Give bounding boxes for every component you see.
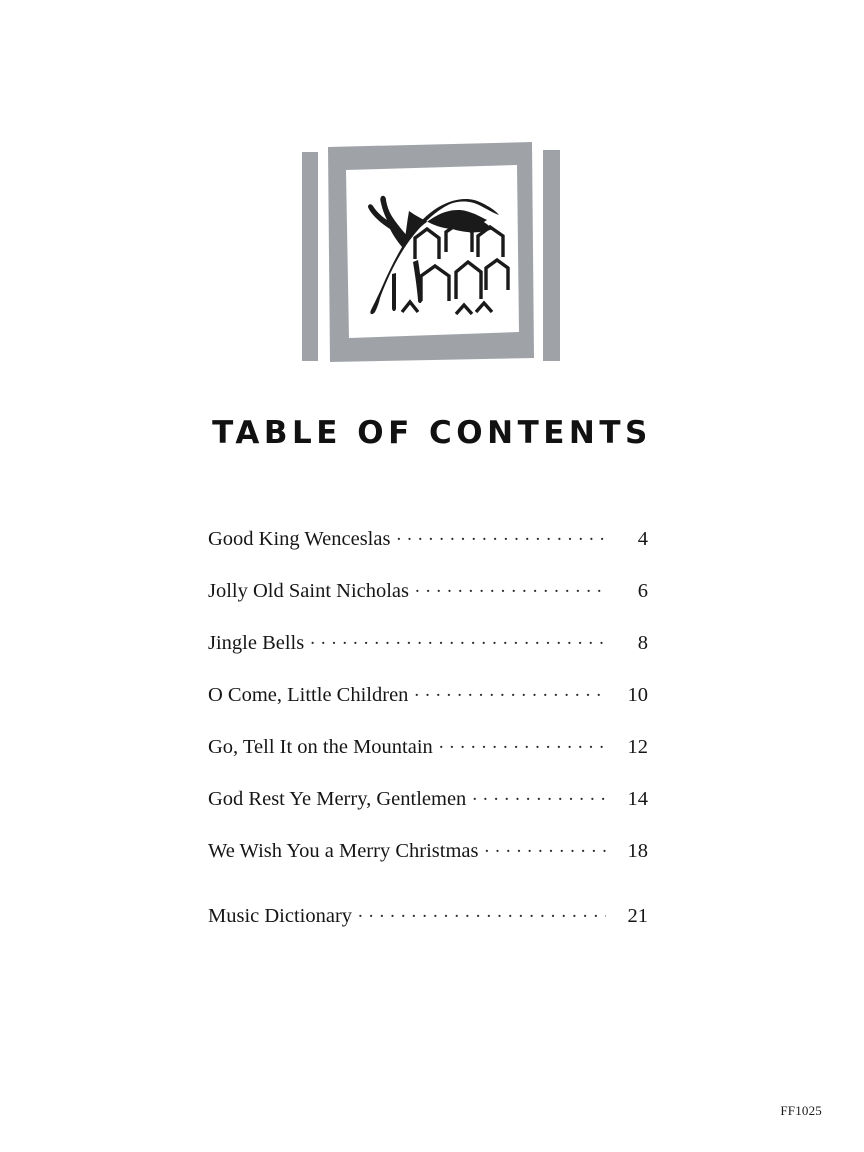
toc-entry-title: Jolly Old Saint Nicholas — [208, 579, 410, 602]
toc-entry-page: 10 — [627, 683, 648, 706]
dot-leader — [396, 524, 606, 545]
toc-entry-title: O Come, Little Children — [208, 683, 409, 706]
reindeer-over-village-illustration — [296, 140, 572, 368]
publisher-code: FF1025 — [780, 1103, 822, 1118]
dot-leader — [415, 576, 606, 597]
toc-entry-title: We Wish You a Merry Christmas — [208, 839, 479, 862]
toc-entry-title: Go, Tell It on the Mountain — [208, 735, 433, 758]
dot-leader — [484, 836, 606, 857]
dot-leader — [414, 680, 606, 701]
toc-entry-page: 8 — [637, 631, 648, 654]
dot-leader — [439, 732, 606, 753]
toc-entry-title: Good King Wenceslas — [208, 527, 391, 550]
toc-entry[interactable] — [208, 628, 648, 680]
toc-entry-page: 14 — [627, 787, 648, 810]
dot-leader — [358, 901, 606, 922]
toc-entry[interactable] — [208, 576, 648, 628]
toc-entry[interactable] — [208, 732, 648, 784]
toc-entry[interactable] — [208, 901, 648, 953]
dot-leader — [472, 784, 606, 805]
page-title: TABLE OF CONTENTS — [212, 415, 652, 451]
toc-entry[interactable] — [208, 836, 648, 888]
dot-leader — [310, 628, 606, 649]
toc-entry-page: 12 — [627, 735, 648, 758]
toc-entry[interactable] — [208, 680, 648, 732]
table-of-contents-list — [208, 524, 648, 953]
toc-entry-title: God Rest Ye Merry, Gentlemen — [208, 787, 467, 810]
toc-entry-title: Jingle Bells — [208, 631, 305, 654]
toc-entry-page: 4 — [637, 527, 648, 550]
toc-entry[interactable] — [208, 784, 648, 836]
toc-entry-page: 6 — [637, 579, 648, 602]
toc-entry-title: Music Dictionary — [208, 904, 353, 927]
toc-entry-page: 18 — [627, 839, 648, 862]
toc-entry-page: 21 — [627, 904, 648, 927]
toc-entry[interactable] — [208, 524, 648, 576]
